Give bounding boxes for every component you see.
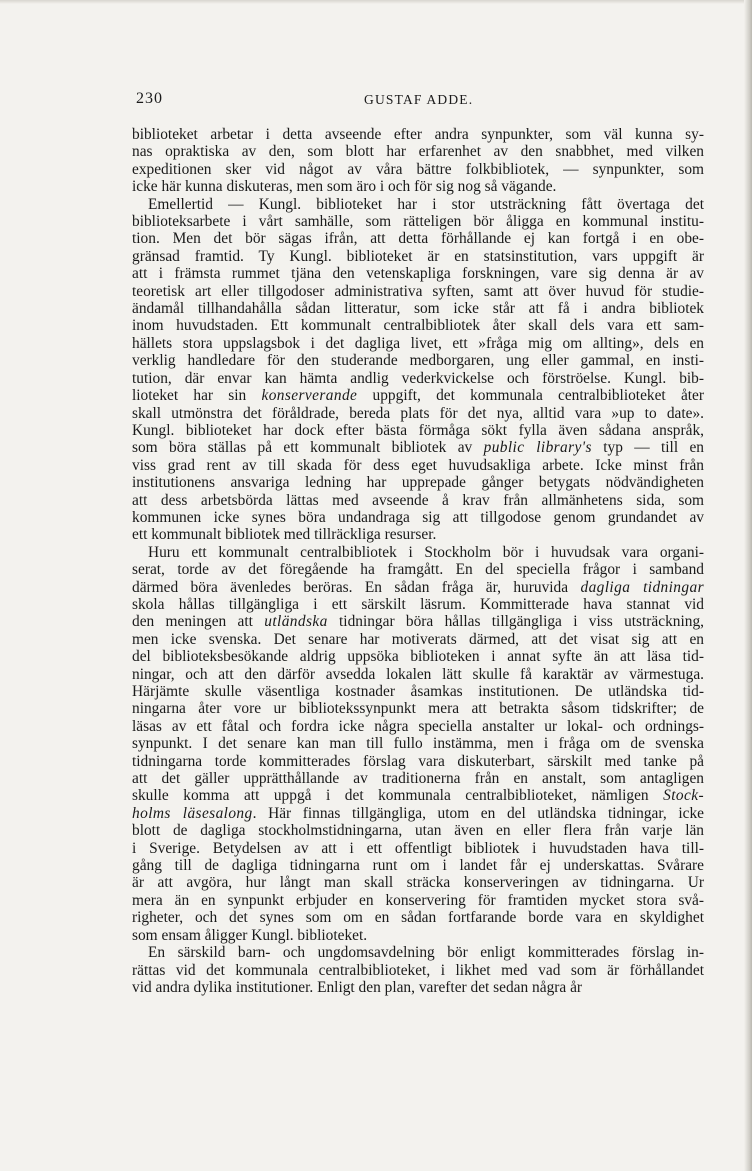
text-line: blott de dagliga stockholmstidningarna, utan även en eller flera från varje län [132, 822, 704, 840]
text-line: ändamål tillhandahålla sådan litteratur, som icke står att få i andra bibliotek [132, 300, 704, 318]
text-line: hällets stora uppslagsbok i det dagliga livet, ett »fråga mig om allting», dels en [132, 334, 704, 352]
text-line: i Sverige. Betydelsen av att i ett offentligt bibliotek i huvudstaden hava till- [132, 839, 704, 857]
text-line: verklig handledare för den studerande medborgaren, ung eller gammal, en insti- [132, 352, 704, 370]
text-line: teoretisk art eller tillgodoser administrativa syften, samt att över huvud för studie- [132, 282, 704, 300]
text-line: tion. Men det bör sägas ifrån, att detta förhållande ej kan fortgå i en obe- [132, 230, 704, 248]
text-line: kommunen icke synes böra undandraga sig att tillgodose genom grundandet av [132, 508, 704, 526]
paragraph [132, 196, 704, 544]
text-line: serat, torde av det föregående ha framgått. En del speciella frågor i samband [132, 561, 704, 579]
running-title: GUSTAF ADDE. [364, 92, 474, 107]
text-line: Härjämte skulle väsentliga kostnader åsamkas institutionen. De utländska tid- [132, 683, 704, 700]
text-line: mera än en synpunkt erbjuder en konservering för framtiden mycket stora svå- [132, 891, 704, 909]
text-line: gång till de dagliga tidningarna runt om i landet får ej underskattas. Svårare [132, 857, 704, 875]
text-line: inom huvudstaden. Ett kommunalt centralbibliotek åter skall dels vara ett sam- [132, 317, 704, 335]
text-line: som ensam åligger Kungl. biblioteket. [132, 926, 368, 944]
text-line: ningar, och att den därför avsedda lokalen lätt skulle få karaktär av värmestuga. [132, 665, 704, 683]
paragraph [132, 944, 704, 996]
text-line: skall utmönstra det föråldrade, bereda plats för det nya, alltid vara »up to date». [132, 404, 704, 422]
scan-right-edge [744, 0, 752, 1171]
text-line: att dess arbetsbörda lättas med avseende å krav från allmänhetens sida, som [132, 491, 704, 509]
text-line: vid andra dylika institutioner. Enligt den plan, varefter det sedan några år [132, 978, 583, 996]
text-line: den meningen att utländska tidningar böra hållas tillgängliga i viss utsträckning, [132, 613, 704, 631]
text-line: rättas vid det kommunala centralbiblioteket, i likhet med vad som är förhållandet [132, 961, 704, 979]
text-line: men icke svenska. Det senare har motiverats därmed, att det visat sig att en [132, 630, 704, 648]
text-line: Huru ett kommunalt centralbibliotek i Stockholm bör i huvudsak vara organi- [148, 543, 704, 561]
emphasis: holms läsesalong [132, 804, 253, 822]
running-head [132, 90, 704, 112]
text-line: nas opraktiska av den, som blott har erfarenhet av den snabbhet, med vilken [132, 143, 704, 161]
text-line: är att avgöra, hur långt man skall sträcka konserveringen av tidningarna. Ur [132, 874, 704, 892]
text-line: skola hållas tillgängliga i ett särskilt läsrum. Kommitterade hava stannat vid [132, 595, 704, 613]
body-text [132, 126, 704, 996]
text-line: Emellertid — Kungl. biblioteket har i stor utsträckning fått övertaga det [148, 195, 704, 213]
text-line: ningarna åter vore ur bibliotekssynpunkt mera att betrakta såsom tidskrifter; de [132, 700, 704, 718]
text-line: righeter, och det synes som om en sådan fortfarande borde vara en skyldighet [132, 909, 704, 927]
paragraph [132, 544, 704, 944]
text-line: institutionens ansvariga ledning har upprepade gånger betygats nödvändigheten [132, 474, 704, 492]
text-line: icke här kunna diskuteras, men som äro i och för sig nog så vägande. [132, 178, 557, 196]
text-line: ett kommunalt bibliotek med tillräckliga resurser. [132, 526, 437, 544]
text-line: som böra ställas på ett kommunalt bibliotek av public library's typ — till en [132, 439, 704, 457]
text-line: synpunkt. I det senare kan man till fullo instämma, men i fråga om de svenska [132, 735, 704, 753]
emphasis: public library's [483, 439, 592, 457]
emphasis: utländska [264, 613, 328, 631]
text-line: läsas av ett fåtal och fordra icke några speciella anstalter ur lokal- och ordnings- [132, 717, 704, 735]
text-line: expeditionen sker vid något av våra bättre folkbibliotek, — synpunkter, som [132, 160, 704, 178]
text-line: En särskild barn- och ungdomsavdelning bör enligt kommitterades förslag in- [148, 944, 704, 962]
text-line: biblioteksarbete i vårt samhälle, som rätteligen bör åligga en kommunal institu- [132, 213, 704, 231]
text-line: att det gäller upprätthållande av traditionerna från en anstalt, som antagligen [132, 770, 704, 788]
text-line: gränsad framtid. Ty Kungl. biblioteket är en statsinstitution, vars uppgift är [132, 247, 704, 265]
text-line: holms läsesalong. Här finnas tillgängliga, utom en del utländska tidningar, icke [132, 804, 704, 822]
page-number: 230 [136, 90, 163, 107]
text-line: del biblioteksbesökande aldrig uppsöka biblioteken i annat syfte än att läsa tid- [132, 648, 704, 666]
text-line: att i främsta rummet tjäna den vetenskapliga forskningen, vare sig denna är av [132, 265, 704, 283]
paragraph [132, 126, 704, 196]
scan-top-edge [0, 0, 752, 4]
emphasis: Stock- [663, 787, 704, 805]
text-line: tidningarna torde kommitterades förslag vara diskuterbart, särskilt med tanke på [132, 752, 704, 770]
text-line: därmed böra ävenledes beröras. En sådan fråga är, huruvida dagliga tidningar [132, 578, 704, 596]
emphasis: dagliga tidningar [580, 578, 704, 596]
text-line: tution, där envar kan hämta andlig vederkvickelse och förströelse. Kungl. bib- [132, 369, 704, 387]
text-line: lioteket har sin konserverande uppgift, det kommunala centralbiblioteket åter [132, 387, 705, 405]
text-line: Kungl. biblioteket har dock efter bästa förmåga sökt fylla även sådana anspråk, [132, 421, 704, 439]
text-line: biblioteket arbetar i detta avseende efter andra synpunkter, som väl kunna sy- [132, 126, 704, 143]
emphasis: konserverande [261, 387, 358, 405]
book-page [132, 90, 704, 996]
text-line: skulle komma att uppgå i det kommunala centralbiblioteket, nämligen Stock- [132, 787, 704, 805]
text-line: viss grad rent av till skada för dess eget huvudsakliga arbete. Icke minst från [132, 456, 704, 474]
